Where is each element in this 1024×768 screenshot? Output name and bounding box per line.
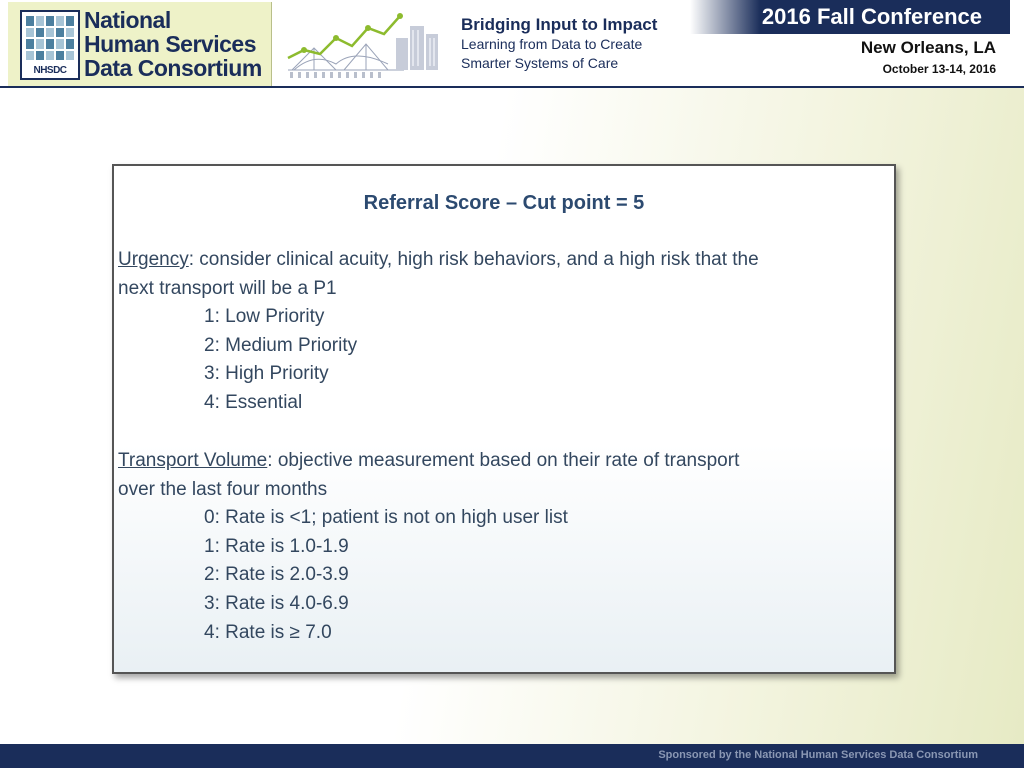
tagline-title: Bridging Input to Impact <box>461 15 658 34</box>
org-name-line-2: Human Services <box>84 31 256 57</box>
urgency-item: 2: Medium Priority <box>204 334 358 356</box>
header-banner <box>0 0 1024 88</box>
logo-abbreviation: NHSDC <box>33 65 67 76</box>
conference-title: 2016 Fall Conference <box>761 4 982 29</box>
volume-item: 3: Rate is 4.0-6.9 <box>204 592 349 614</box>
conference-tagline <box>461 15 657 73</box>
urgency-label: Urgency <box>118 249 189 270</box>
volume-label: Transport Volume <box>118 450 268 471</box>
org-name-line-3: Data Consortium <box>84 55 262 81</box>
organization-name <box>84 8 268 80</box>
tagline-line-2: Smarter Systems of Care <box>461 55 619 71</box>
sponsor-text: Sponsored by the National Human Services Data Consortium <box>658 749 978 761</box>
card-title: Referral Score – Cut point = 5 <box>363 192 645 214</box>
urgency-desc-line-2: next transport will be a P1 <box>118 277 337 299</box>
nhsdc-logo <box>8 2 272 86</box>
conference-location: New Orleans, LA <box>860 38 996 57</box>
city-skyline-icon <box>284 8 444 80</box>
volume-desc-line-2: over the last four months <box>118 478 328 500</box>
referral-score-card <box>112 164 896 674</box>
tagline-line-1: Learning from Data to Create <box>461 36 643 52</box>
nhsdc-logo-icon <box>20 10 80 80</box>
conference-dates: October 13-14, 2016 <box>882 62 996 76</box>
volume-item: 0: Rate is <1; patient is not on high user list <box>204 507 568 529</box>
urgency-desc-line-1: : consider clinical acuity, high risk behaviors, and a high risk that the <box>188 249 759 270</box>
org-name-line-1: National <box>84 7 171 33</box>
footer-bar <box>0 744 1024 768</box>
volume-desc-line-1: : objective measurement based on their rate of transport <box>267 450 740 471</box>
urgency-description <box>118 246 878 275</box>
volume-description <box>118 447 878 476</box>
volume-item: 4: Rate is ≥ 7.0 <box>204 621 332 643</box>
volume-item: 1: Rate is 1.0-1.9 <box>204 535 349 557</box>
urgency-item: 4: Essential <box>204 391 303 413</box>
urgency-section <box>118 246 878 418</box>
conference-title-bar <box>690 0 1010 34</box>
urgency-item: 1: Low Priority <box>204 306 325 328</box>
transport-volume-section <box>118 447 878 647</box>
volume-item: 2: Rate is 2.0-3.9 <box>204 564 349 586</box>
urgency-item: 3: High Priority <box>204 363 329 385</box>
